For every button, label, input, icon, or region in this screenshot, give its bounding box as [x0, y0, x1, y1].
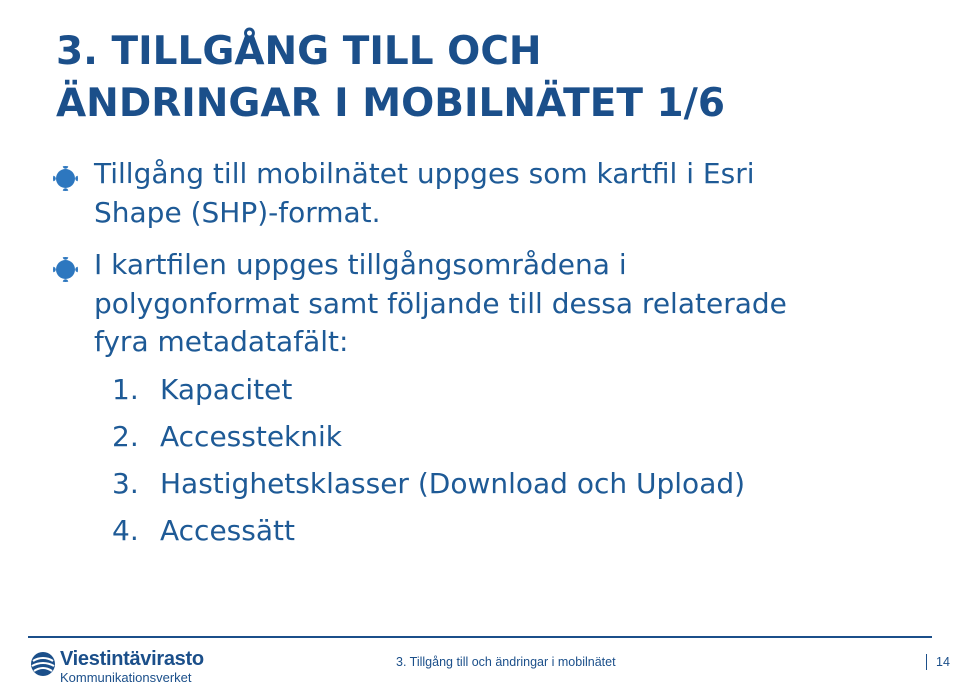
bullet-text-line: fyra metadatafält: — [94, 325, 349, 358]
bullet-item — [56, 246, 936, 362]
list-item-number: 2. — [112, 419, 139, 453]
bullet-icon — [56, 169, 75, 188]
slide-content — [56, 155, 936, 554]
footer-separator — [926, 654, 927, 670]
footer-divider — [28, 636, 932, 638]
list-item-text: Accessteknik — [160, 419, 343, 453]
list-item-number: 3. — [112, 466, 139, 500]
logo-name: Viestintävirasto — [60, 648, 204, 670]
bullet-item — [56, 155, 936, 232]
slide-title-line-2: ÄNDRINGAR I MOBILNÄTET 1/6 — [56, 81, 726, 126]
list-item — [112, 413, 936, 460]
slide-title-line-1: 3. TILLGÅNG TILL OCH — [56, 29, 542, 74]
list-item-text: Hastighetsklasser (Download och Upload) — [160, 466, 746, 500]
list-item-number: 1. — [112, 372, 139, 406]
list-item — [112, 507, 936, 554]
agency-logo — [28, 648, 248, 688]
bullet-text-line: I kartfilen uppges tillgångsområdena i — [94, 248, 627, 281]
list-item-number: 4. — [112, 513, 139, 547]
bullet-text-line: Tillgång till mobilnätet uppges som kartfil i Esri — [94, 157, 755, 190]
list-item — [112, 460, 936, 507]
footer-title: 3. Tillgång till och ändringar i mobilnätet — [396, 655, 616, 669]
bullet-icon — [56, 260, 75, 279]
page-number: 14 — [936, 655, 950, 669]
bullet-text-line: polygonformat samt följande till dessa relaterade — [94, 286, 787, 320]
slide-title — [56, 26, 936, 130]
list-item-text: Kapacitet — [160, 372, 293, 406]
bullet-text-line: Shape (SHP)-format. — [94, 195, 381, 229]
globe-emblem-icon — [30, 651, 56, 677]
metadata-field-list — [56, 366, 936, 554]
logo-subtitle: Kommunikationsverket — [60, 670, 192, 685]
list-item-text: Accessätt — [160, 513, 295, 547]
list-item — [112, 366, 936, 413]
